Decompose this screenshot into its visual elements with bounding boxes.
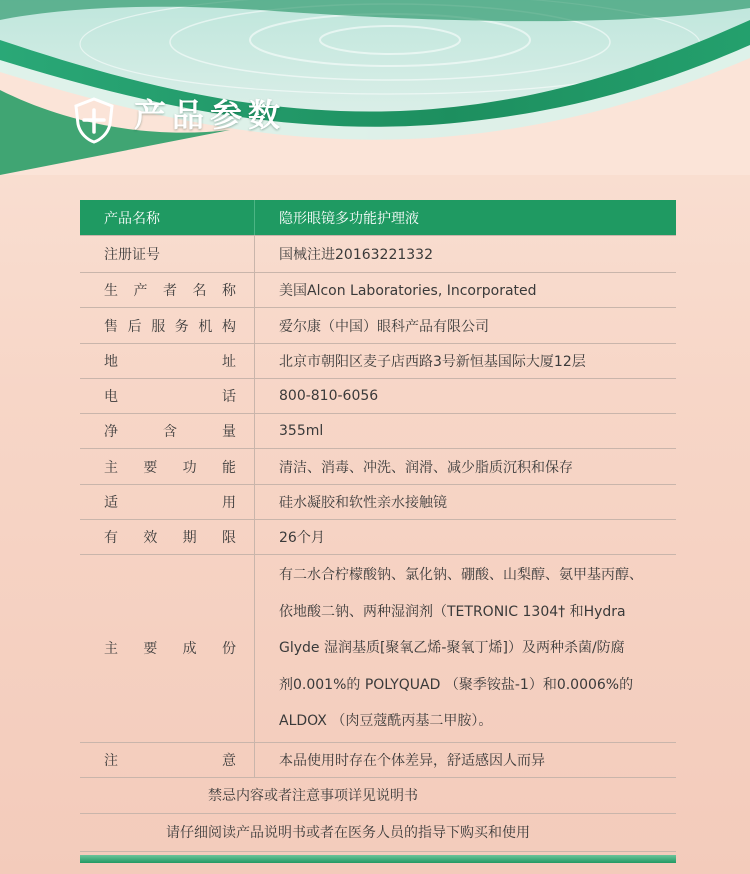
label-char: 份 [221,641,236,658]
ingredients-line: 依地酸二钠、两种湿润剂（TETRONIC 1304† 和Hydra [279,603,626,620]
row-label [80,742,255,777]
label-char: 名 [192,283,207,299]
ingredients-line: 剂0.001%的 POLYQUAD （聚季铵盐-1）和0.0006%的 [279,676,634,693]
footnote: 禁忌内容或者注意事项详见说明书 [80,777,676,813]
row-label [80,414,255,449]
label-char: 能 [221,459,236,476]
label-char: 主 [104,641,118,658]
label-char: 构 [221,318,236,335]
row-value: 355ml [255,414,677,449]
spread-label [104,638,236,658]
row-label [80,555,255,743]
spread-label [104,492,236,512]
table-row-ingredients [80,555,676,743]
label-char: 生 [104,283,118,299]
label-char: 量 [222,424,236,440]
table-row [80,449,676,485]
label-char: 净 [104,424,118,440]
table-row [80,273,676,308]
table-header-row [80,200,676,236]
label-char: 电 [104,389,118,405]
row-label [80,449,255,485]
label-char: 服 [151,318,166,335]
ingredients-line: Glyde 湿润基质[聚氧乙烯-聚氧丁烯]）及两种杀菌/防腐 [279,640,625,656]
table-row [80,520,676,555]
row-label [80,344,255,379]
label-char: 机 [198,318,213,335]
row-value: 北京市朝阳区麦子店西路3号新恒基国际大厦12层 [255,344,677,379]
label-char: 适 [104,495,118,511]
ingredients-value [255,555,677,743]
table-bottom-bar [80,855,676,863]
row-value: 美国Alcon Laboratories, Incorporated [255,273,677,308]
spread-label [104,280,236,300]
ingredients-line: 有二水合柠檬酸钠、氯化钠、硼酸、山梨醇、氨甲基丙醇、 [279,567,643,583]
row-label [80,485,255,520]
label-char: 要 [143,641,158,658]
label-char: 地 [104,354,118,370]
spread-label [104,527,236,547]
row-label: 注册证号 [80,236,255,273]
row-value: 国械注进20163221332 [255,236,677,273]
spread-label [104,457,236,477]
spread-label [104,351,236,371]
label-char: 要 [143,459,158,476]
shield-cross-icon [72,96,116,144]
section-title: 产品参数 [134,96,287,134]
label-char: 成 [182,641,197,658]
header-label: 产品名称 [80,200,255,236]
table-row [80,236,676,273]
row-value: 硅水凝胶和软性亲水接触镜 [255,485,677,520]
label-char: 务 [174,318,189,335]
row-label [80,379,255,414]
row-value: 800-810-6056 [255,379,677,414]
row-value: 26个月 [255,520,677,555]
row-value: 爱尔康（中国）眼科产品有限公司 [255,308,677,344]
table-row [80,308,676,344]
footnote: 请仔细阅读产品说明书或者在医务人员的指导下购买和使用 [80,813,676,851]
label-char: 意 [222,752,236,769]
footnote-row [80,813,676,851]
label-char: 限 [221,530,236,546]
table-row [80,344,676,379]
ingredients-line: ALDOX （肉豆蔻酰丙基二甲胺）。 [279,713,493,729]
spread-label [104,421,236,441]
table-row [80,485,676,520]
spec-table [80,200,676,852]
table-row [80,379,676,414]
label-char: 主 [104,459,118,476]
row-value: 本品使用时存在个体差异，舒适感因人而异 [255,742,677,777]
label-char: 效 [143,530,158,546]
header-value: 隐形眼镜多功能护理液 [255,200,677,236]
spread-label [104,386,236,406]
label-char: 用 [222,495,236,511]
header-banner [0,0,750,175]
row-label [80,308,255,344]
label-char: 有 [104,530,118,546]
row-label [80,520,255,555]
label-char: 期 [182,530,197,546]
table-row [80,414,676,449]
label-char: 址 [222,354,236,370]
spread-label [104,316,236,336]
label-char: 称 [222,283,236,299]
label-char: 功 [182,459,197,476]
label-char: 后 [127,318,142,335]
label-char: 话 [222,389,236,405]
label-char: 者 [163,283,177,299]
spread-label [104,750,236,770]
label-char: 含 [163,424,177,440]
row-value: 清洁、消毒、冲洗、润滑、减少脂质沉积和保存 [255,449,677,485]
footnote-row [80,777,676,813]
label-char: 售 [104,318,118,335]
label-char: 注 [104,752,118,769]
row-label [80,273,255,308]
table-row [80,742,676,777]
label-char: 产 [133,283,148,299]
